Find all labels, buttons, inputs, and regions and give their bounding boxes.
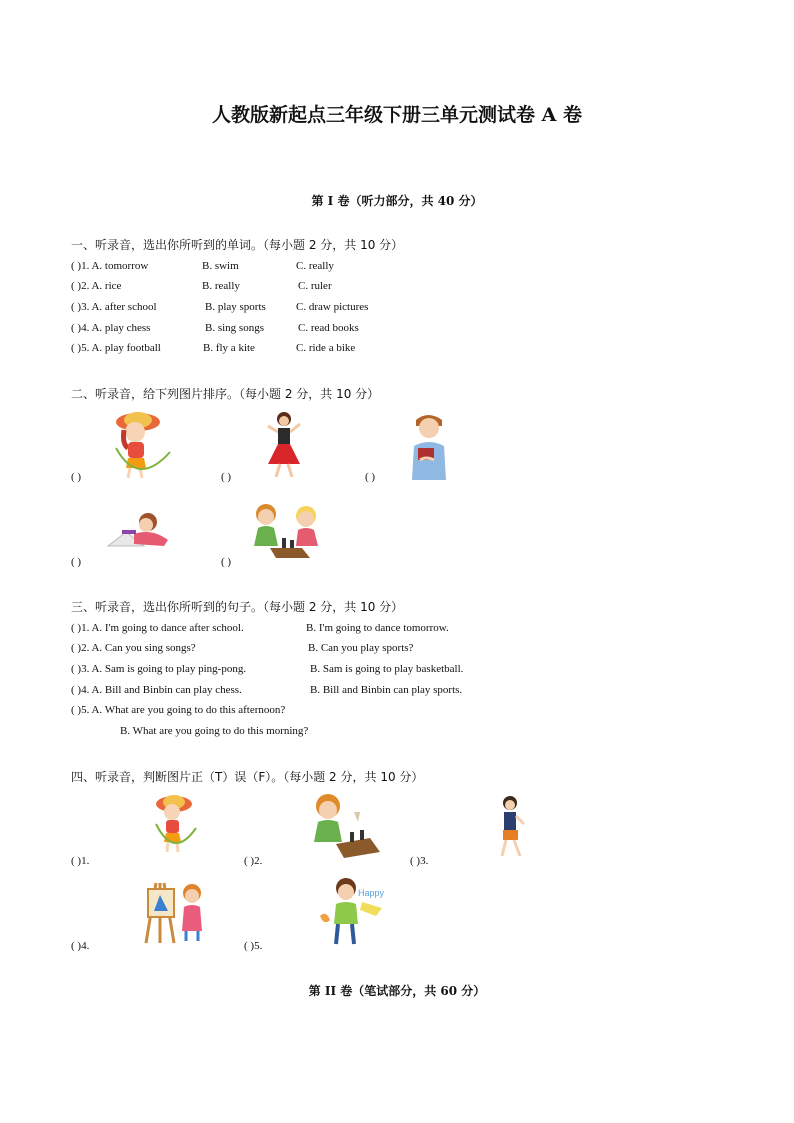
s2-blank-4[interactable]: ( ) bbox=[71, 556, 82, 568]
s1-q4-c: C. read books bbox=[298, 322, 359, 334]
s4-item-3[interactable]: ( )3. bbox=[410, 855, 429, 867]
s3-q4-b: B. Bill and Binbin can play sports. bbox=[310, 684, 463, 696]
s2-blank-5[interactable]: ( ) bbox=[221, 556, 232, 568]
girl-painting-icon bbox=[140, 875, 210, 945]
s3-q1-b: B. I'm going to dance tomorrow. bbox=[306, 622, 449, 634]
s2-blank-1[interactable]: ( ) bbox=[71, 471, 82, 483]
s2-blank-3[interactable]: ( ) bbox=[365, 471, 376, 483]
s3-q5-a: ( )5. A. What are you going to do this afternoon? bbox=[71, 704, 286, 716]
girl-dancing-icon bbox=[262, 410, 307, 480]
s3-q1-a: ( )1. A. I'm going to dance after school. bbox=[71, 622, 244, 634]
s2-blank-2[interactable]: ( ) bbox=[221, 471, 232, 483]
s3-q5-b: B. What are you going to do this morning? bbox=[120, 725, 309, 737]
s1-q5: ( )5. A. play football bbox=[71, 342, 161, 354]
boy-chess-icon bbox=[308, 792, 388, 860]
section3-heading: 三、听录音，选出你所听到的句子。（每小题 2 分，共 10 分） bbox=[71, 600, 404, 614]
s3-q2-b: B. Can you play sports? bbox=[308, 642, 414, 654]
s1-q1-c: C. really bbox=[296, 260, 334, 272]
happy-text: Happy bbox=[358, 888, 385, 898]
kids-chess-icon bbox=[250, 502, 325, 560]
s1-q1-b: B. swim bbox=[202, 260, 239, 272]
s1-q2-b: B. really bbox=[202, 280, 240, 292]
page-title: 人教版新起点三年级下册三单元测试卷 A 卷 bbox=[212, 104, 582, 126]
section1-heading: 一、听录音，选出你所听到的单词。（每小题 2 分，共 10 分） bbox=[71, 238, 404, 252]
s4-item-1[interactable]: ( )1. bbox=[71, 855, 90, 867]
s3-q3-b: B. Sam is going to play basketball. bbox=[310, 663, 464, 675]
s1-q5-b: B. fly a kite bbox=[203, 342, 255, 354]
s4-item-4[interactable]: ( )4. bbox=[71, 940, 90, 952]
boy-singing-icon bbox=[316, 876, 388, 946]
s1-q3: ( )3. A. after school bbox=[71, 301, 157, 313]
girl-drawing-icon bbox=[104, 510, 172, 550]
girl-jump-rope-icon bbox=[108, 408, 178, 483]
s3-q3-a: ( )3. A. Sam is going to play ping-pong. bbox=[71, 663, 247, 675]
boy-basketball-icon bbox=[494, 794, 528, 860]
s4-item-5[interactable]: ( )5. bbox=[244, 940, 263, 952]
s4-item-2[interactable]: ( )2. bbox=[244, 855, 263, 867]
s3-q2-a: ( )2. A. Can you sing songs? bbox=[71, 642, 196, 654]
s1-q3-c: C. draw pictures bbox=[296, 301, 369, 313]
part2-header: 第 II 卷（笔试部分，共 60 分） bbox=[308, 984, 486, 998]
section4-heading: 四、听录音，判断图片正（T）误（F）。（每小题 2 分，共 10 分） bbox=[71, 770, 424, 784]
s1-q5-c: C. ride a bike bbox=[296, 342, 356, 354]
s1-q2-c: C. ruler bbox=[298, 280, 332, 292]
s1-q4: ( )4. A. play chess bbox=[71, 322, 151, 334]
s1-q3-b: B. play sports bbox=[205, 301, 266, 313]
s1-q1: ( )1. A. tomorrow bbox=[71, 260, 149, 272]
section2-heading: 二、听录音，给下列图片排序。（每小题 2 分，共 10 分） bbox=[71, 387, 380, 401]
girl-jump-rope-icon-2 bbox=[150, 792, 200, 857]
part1-header: 第 I 卷（听力部分，共 40 分） bbox=[311, 194, 483, 208]
boy-reading-icon bbox=[408, 410, 450, 480]
s1-q2: ( )2. A. rice bbox=[71, 280, 122, 292]
s1-q4-b: B. sing songs bbox=[205, 322, 264, 334]
s3-q4-a: ( )4. A. Bill and Binbin can play chess. bbox=[71, 684, 242, 696]
